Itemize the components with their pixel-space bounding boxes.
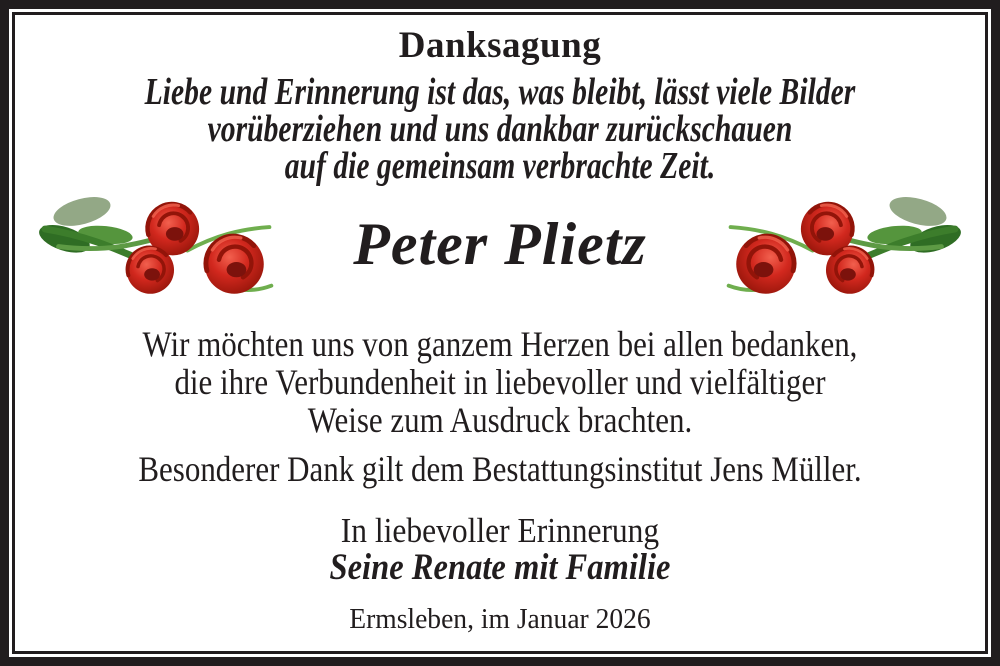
special-thanks (15, 450, 985, 488)
memorial-verse (15, 71, 985, 187)
thanks-paragraph (15, 325, 985, 439)
card-content (15, 24, 985, 634)
special-thanks-line: Besonderer Dank gilt dem Bestattungsinstitut Jens Müller. (138, 449, 862, 489)
thanks-line: Wir möchten uns von ganzem Herzen bei allen bedanken, (142, 324, 858, 364)
verse-line: Liebe und Erinnerung ist das, was bleibt, lässt viele Bilder (144, 71, 856, 113)
closing-line: In liebevoller Erinnerung (340, 511, 660, 550)
name-row (15, 187, 985, 315)
thanks-line: Weise zum Ausdruck brachten. (307, 400, 693, 440)
roses-right-image (711, 190, 963, 312)
page-title: Danksagung (398, 25, 602, 66)
verse-line: vorüberziehen und uns dankbar zurückschauen (207, 108, 793, 150)
inner-border (12, 12, 988, 654)
place-date: Ermsleben, im Januar 2026 (349, 603, 651, 635)
thanks-line: die ihre Verbundenheit in liebevoller und vielfältiger (174, 362, 826, 402)
verse-line: auf die gemeinsam verbrachte Zeit. (284, 145, 716, 187)
deceased-name: Peter Plietz (353, 210, 647, 277)
red-roses-mirrored-icon (711, 190, 963, 312)
roses-left-image (37, 190, 289, 312)
family-signature: Seine Renate mit Familie (329, 547, 671, 588)
closing-block (15, 512, 985, 587)
red-roses-icon (37, 190, 289, 312)
place-date-block (15, 604, 985, 634)
